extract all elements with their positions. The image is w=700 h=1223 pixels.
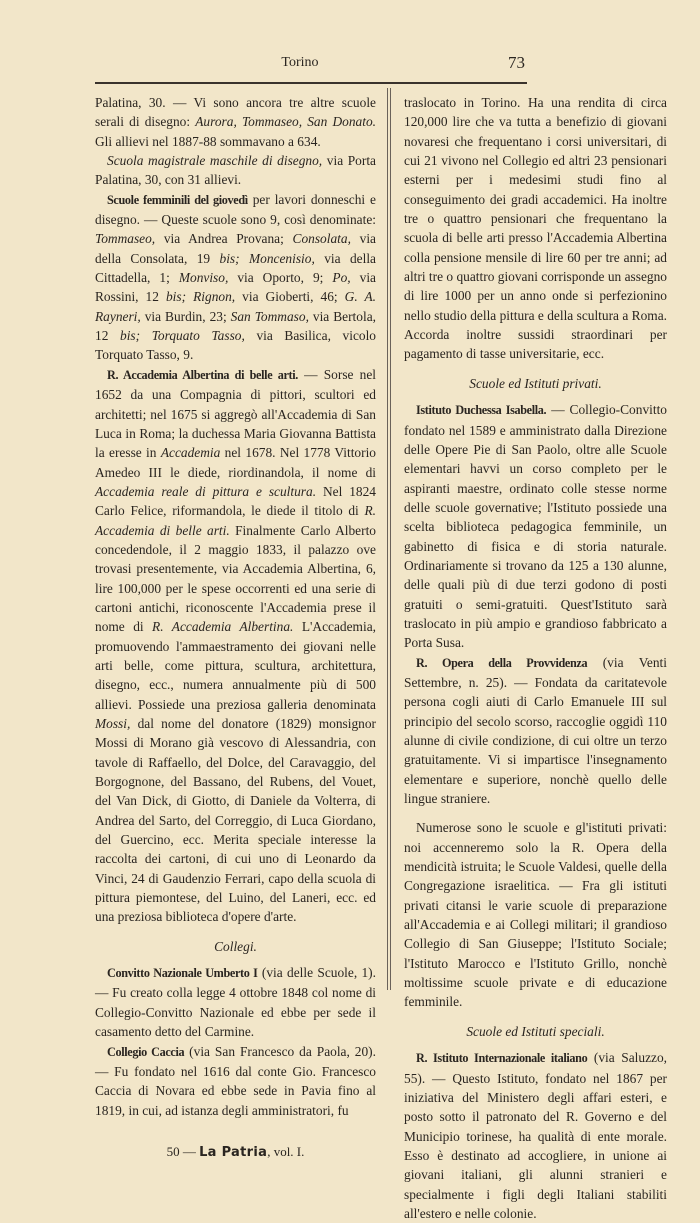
text: — Sorse nel 1652 da una Compagnia di pittori, scultori ed architetti; nel 1675 si aggregò all'Accademia di San Luca in Roma; la duchessa Maria Giovanna Battista la eresse in — [95, 366, 376, 461]
text: via della Cittadella, 1; — [95, 250, 376, 286]
italic-text: G. A. Rayneri, — [95, 289, 376, 324]
text: via Bertola, 12 — [95, 308, 376, 344]
italic-text: Mossi, — [95, 716, 131, 731]
text: Gli allievi nel 1887-88 sommavano a 634. — [95, 133, 321, 149]
italic-text: R. Accademia di belle arti. — [95, 503, 376, 538]
paragraph — [404, 400, 667, 652]
page-number: 73 — [508, 53, 525, 72]
text: Palatina, 30. — Vi sono ancora tre altre scuole serali di disegno: — [95, 95, 376, 130]
italic-text: Po, — [332, 270, 351, 286]
italic-text: Accademia — [160, 445, 221, 461]
text: via Basilica, vicolo Torquato Tasso, 9. — [95, 328, 376, 363]
italic-text: R. Accademia Albertina. — [152, 619, 294, 635]
entry-title: Istituto Duchessa Isabella. — [416, 403, 547, 418]
paragraph — [404, 818, 667, 1011]
right-column — [404, 93, 667, 1223]
italic-text: Consolata, — [292, 231, 351, 247]
page-footer — [95, 1142, 376, 1162]
text: traslocato in Torino. Ha una rendita di circa 120,000 lire che va tutta a benefizio di giovani novaresi che frequentano i corsi universitari, di cui 21 vivono nel Collegio ed altri 23 pensionari esterni per i medesimi studi fino al conseguimento dei gradi accademici. Ha inoltre tre o quattro pensionari che frequentano la scuola di belle arti presso l'Accademia Albertina colla pensione mensile di lire 60 per tre anni; ad altri tre o quattro giovani corrisponde un assegno di lire 1000 per un anno onde si perfezionino nello studio della pittura e della scultura a Roma. Accorda inoltre sussidi straordinari per pagamento di tasse universitarie, ecc. — [404, 95, 667, 362]
entry-title: R. Accademia Albertina di belle arti. — [107, 367, 299, 382]
text: via Rossini, 12 — [95, 270, 376, 305]
text: Numerose sono le scuole e gl'istituti privati: noi accenneremo solo la R. Opera della mendicità istruita; le Scuole Valdesi, quelle della Congregazione israelitica. — Fra gli istituti privati citansi le varie scuole di preparazione all'Accademia e ai Collegi militari; il grandioso Collegio di San Giuseppe; l'Istituto Sociale; l'Istituto Marocco e l'Istituto Grillo, nonchè moltissime scuole private e di educazione femminile. — [404, 820, 667, 1010]
left-column — [95, 93, 376, 1162]
italic-text: Aurora, Tommaseo, San Donato. — [195, 114, 376, 130]
section-heading — [404, 374, 667, 393]
text: Finalmente Carlo Alberto concedendole, il 2 maggio 1833, il palazzo ove trovasi presentemente, via Accademia Albertina, 6, lire 100,000 per le spese occorrenti ed una serie di cartoni antichi, riconoscente l'Accademia prese il nome di — [95, 522, 376, 635]
italic-text: Accademia reale di pittura e scultura. — [95, 483, 317, 499]
paragraph — [95, 1042, 376, 1120]
paragraph — [95, 93, 376, 151]
text: Nel 1824 Carlo Felice, riformandola, le diede il titolo di — [95, 483, 376, 519]
italic-text: San Tommaso, — [230, 308, 309, 324]
entry-title: R. Opera della Provvidenza — [416, 655, 588, 670]
text: L'Accademia, promuovendo l'ammaestramento dei giovani nelle arti belle, come pittura, scultura, architettura, disegno, ecc., numera annualmente più di 500 allievi. Possiede una preziosa galleria denominata — [95, 619, 376, 712]
paragraph — [95, 190, 376, 365]
text: via Burdin, 23; — [140, 308, 231, 324]
italic-text: bis; Rignon, — [165, 289, 236, 305]
italic-text: Monviso, — [178, 270, 229, 286]
text: Scuole ed Istituti privati. — [469, 375, 602, 391]
text: via Andrea Provana; — [155, 231, 293, 247]
text: Scuole ed Istituti speciali. — [466, 1023, 605, 1039]
text: per lavori donneschi e disegno. — Queste scuole sono 9, così denominate: — [95, 191, 376, 228]
italic-text: bis; Torquato Tasso, — [120, 328, 245, 344]
text: dal nome del donatore (1829) monsignor Mossi di Morano già vescovo di Alessandria, con tavole di Raffaello, del Dolce, del Caravaggio, del Borgognone, del Bassano, del Rubens, del Vouet, del Van Dick, di Giotto, di Daniele da Volterra, di Andrea del Sarto, del Correggio, di Luca Giordano, del Guercino, ecc. Merita speciale interesse la raccolta dei cartoni, di cui uno di Leonardo da Vinci, 24 di Gaudenzio Ferrari, capo della scuola di pittura piemontese, del Luino, del Laneri, ecc. ed una preziosa biblioteca d'opere d'arte. — [95, 716, 376, 925]
text: via della Consolata, 19 — [95, 231, 376, 266]
footer-signature: 50 — — [166, 1143, 200, 1159]
text: (via San Francesco da Paola, 20). — Fu fondato nel 1616 dal conte Gio. Francesco Caccia di Novara ed ebbe sede in Pavia fino al 1819, in cui, ad istanza degli amministratori, fu — [95, 1043, 376, 1118]
paragraph — [404, 1048, 667, 1223]
paragraph — [95, 365, 376, 927]
entry-title: Collegio Caccia — [107, 1044, 185, 1059]
paragraph — [404, 653, 667, 809]
section-heading — [95, 937, 376, 956]
text: (via Venti Settembre, n. 25). — Fondata da caritatevole persona cogli aiuti di Carlo Emanuele III sul principio del secolo scorso, raccoglie oggidì 110 alunne di civile condizione, di cui oltre un terzo gratuitamente. Vi si impartisce l'insegnamento elementare e superiore, nonchè quello delle lingue straniere. — [404, 654, 667, 807]
footer-brand: La Patria — [199, 1144, 268, 1160]
section-heading — [404, 1022, 667, 1041]
text: nel 1678. Nel 1778 Vittorio Amedeo III le diede, riordinandola, il nome di — [95, 445, 376, 480]
italic-text: Tommaseo, — [95, 231, 156, 247]
text: (via Saluzzo, 55). — Questo Istituto, fondato nel 1867 per iniziativa del Ministero degli affari esteri, e posto sotto il patronato del R. Governo e del Municipio torinese, ha qualità di ente morale. Esso è destinato ad accogliere, in unione ai giovani italiani, gli alunni stranieri e specialmente i figli degli Italiani stabiliti all'estero e nelle colonie. — [404, 1050, 668, 1221]
italic-text: bis; Moncenisio, — [219, 250, 315, 266]
text: via Gioberti, 46; — [235, 289, 345, 305]
entry-title: Scuole femminili del giovedì — [107, 192, 248, 207]
footer-volume: , vol. I. — [267, 1143, 305, 1159]
text: via Porta Palatina, 30, con 31 allievi. — [95, 153, 377, 188]
paragraph — [95, 963, 376, 1041]
entry-title: Convitto Nazionale Umberto I — [107, 966, 258, 981]
entry-title: R. Istituto Internazionale italiano — [416, 1051, 588, 1066]
running-header-title: Torino — [281, 55, 319, 70]
text: Collegi. — [214, 938, 257, 954]
text: — Collegio-Convitto fondato nel 1589 e amministrato dalla Direzione delle Opere Pie di San Paolo, oltre alle Scuole elementari havvi un corso completo per le aspiranti maestre, ordinato colle stesse norme delle scuole governative; l'Istituto possiede una scelta biblioteca pedagogica femminile, un gabinetto di fisica e di storia naturale. Ordinariamente si trovano da 125 a 130 alunne, delle quali più di due terzi godono di posti gratuiti o semi-gratuiti. Quest'Istituto sarà traslocato in più ampio e grandioso fabbricato a Porta Susa. — [404, 402, 668, 651]
header-rule — [95, 82, 527, 84]
text: via Oporto, 9; — [228, 270, 333, 286]
text: (via delle Scuole, 1). — Fu creato colla legge 4 ottobre 1848 col nome di Collegio-Convitto Nazionale ed ebbe per sede il casamento detto del Carmine. — [95, 965, 376, 1040]
paragraph — [404, 93, 667, 364]
column-divider — [387, 88, 391, 990]
italic-text: Scuola magistrale maschile di disegno, — [107, 153, 323, 169]
paragraph — [95, 151, 376, 190]
